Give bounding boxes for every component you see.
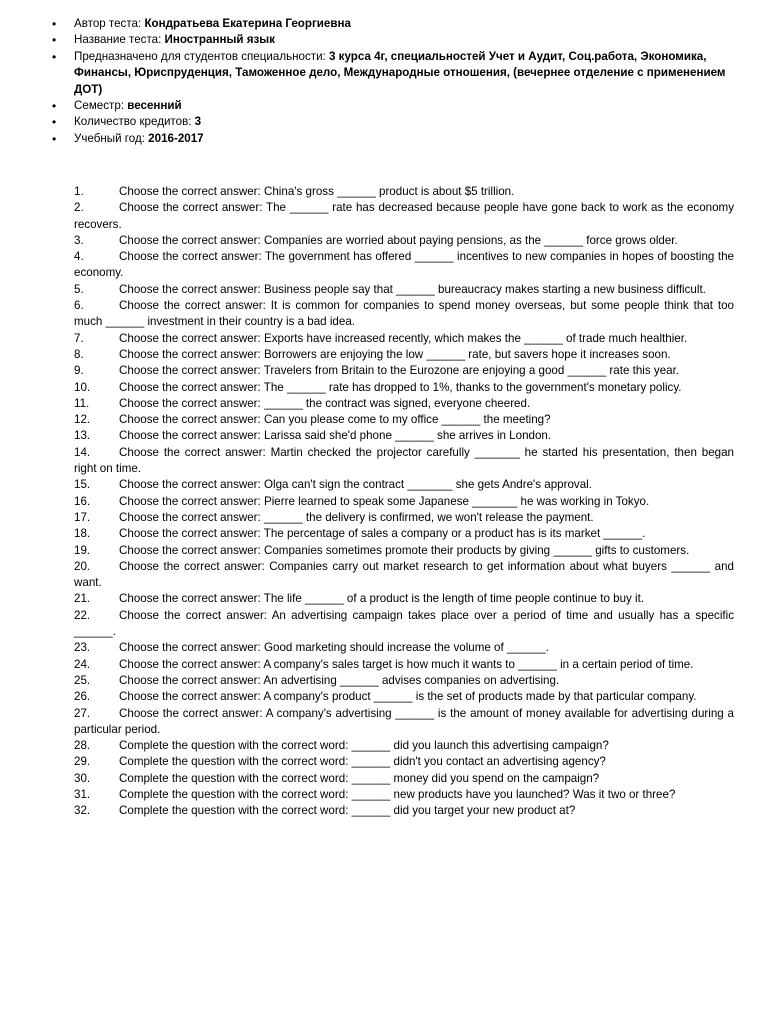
- question-text: Choose the correct answer: Companies are worried about paying pensions, as the ______ force grows older.: [119, 233, 678, 247]
- question-item: [74, 331, 734, 347]
- question-number: 23.: [74, 641, 91, 655]
- question-number: 5.: [74, 282, 84, 296]
- question-text: Choose the correct answer: The ______ rate has decreased because people have gone back to work as the economy recovers.: [74, 201, 734, 231]
- info-audience: [52, 49, 742, 98]
- question-item: [74, 673, 734, 689]
- info-label: Автор теста:: [74, 17, 145, 30]
- question-item: [74, 608, 734, 641]
- question-text: Complete the question with the correct word: ______ did you launch this advertising campaign?: [119, 739, 609, 753]
- question-number: 7.: [74, 331, 84, 345]
- info-year: [52, 131, 742, 147]
- question-item: [74, 754, 734, 770]
- info-value: 2016-2017: [148, 131, 204, 145]
- question-item: [74, 494, 734, 510]
- info-author: [52, 16, 742, 32]
- question-text: Choose the correct answer: China's gross ______ product is about $5 trillion.: [119, 185, 515, 198]
- info-value: 3: [194, 115, 202, 129]
- question-number: 3.: [74, 233, 84, 247]
- question-number: 2.: [74, 201, 84, 215]
- question-item: [74, 526, 734, 542]
- info-label: Количество кредитов:: [74, 115, 195, 129]
- question-item: [74, 445, 734, 478]
- question-text: Choose the correct answer: A company's product ______ is the set of products made by that particular company.: [119, 690, 697, 704]
- question-item: [74, 787, 734, 803]
- question-text: Choose the correct answer: An advertising campaign takes place over a period of time and usually has a specific ______.: [74, 608, 734, 639]
- question-number: 30.: [74, 771, 91, 785]
- question-item: [74, 249, 734, 282]
- question-text: Choose the correct answer: Martin checked the projector carefully _______ he started his presentation, then began right on time.: [74, 445, 734, 476]
- question-item: [74, 412, 734, 428]
- question-text: Choose the correct answer: It is common for companies to spend money overseas, but some people think that too much ______ investment in their country is a bad idea.: [74, 299, 734, 329]
- question-text: Choose the correct answer: Olga can't sign the contract _______ she gets Andre's approval.: [119, 478, 592, 492]
- question-number: 11.: [74, 396, 90, 410]
- question-text: Choose the correct answer: Borrowers are enjoying the low ______ rate, but savers hope it increases soon.: [119, 347, 671, 361]
- question-text: Complete the question with the correct word: ______ didn't you contact an advertising agency?: [119, 755, 606, 769]
- question-item: [74, 803, 734, 819]
- test-info-list: [52, 16, 742, 147]
- question-text: Choose the correct answer: The life ______ of a product is the length of time people continue to buy it.: [119, 592, 645, 606]
- question-number: 15.: [74, 478, 91, 492]
- question-number: 27.: [74, 706, 91, 720]
- question-text: Choose the correct answer: The government has offered ______ incentives to new companies in hopes of boosting the economy.: [74, 250, 734, 280]
- question-item: [74, 706, 734, 739]
- info-label: Название теста:: [74, 33, 165, 47]
- question-item: [74, 771, 734, 787]
- question-number: 24.: [74, 657, 91, 671]
- question-number: 4.: [74, 250, 84, 264]
- question-item: [74, 591, 734, 607]
- question-item: [74, 559, 734, 592]
- question-item: [74, 543, 734, 559]
- question-number: 19.: [74, 543, 91, 557]
- info-semester: [52, 98, 742, 114]
- question-number: 12.: [74, 413, 91, 427]
- question-text: Choose the correct answer: Exports have increased recently, which makes the ______ of trade much healthier.: [119, 331, 688, 345]
- question-number: 25.: [74, 673, 91, 687]
- question-text: Choose the correct answer: An advertising ______ advises companies on advertising.: [119, 673, 560, 687]
- question-text: Choose the correct answer: Business people say that ______ bureaucracy makes starting a new business difficult.: [119, 282, 706, 296]
- question-item: [74, 738, 734, 754]
- info-value: Иностранный язык: [164, 33, 275, 47]
- info-test-name: [52, 32, 742, 48]
- question-text: Choose the correct answer: The percentage of sales a company or a product has is its market ______.: [119, 527, 646, 541]
- question-item: [74, 657, 734, 673]
- info-credits: [52, 114, 742, 130]
- question-number: 6.: [74, 299, 84, 313]
- info-value: весенний: [127, 99, 182, 113]
- question-item: [74, 200, 734, 233]
- question-item: [74, 428, 734, 444]
- question-text: Choose the correct answer: Larissa said she'd phone ______ she arrives in London.: [119, 429, 552, 443]
- question-number: 14.: [74, 445, 91, 459]
- info-value: 3 курса 4г, специальностей Учет и Аудит, Соц.работа, Экономика, Финансы, Юриспруденция, Таможенное дело, Международные отношения, (вечернее отделение с применением ДОТ): [74, 49, 726, 96]
- question-number: 1.: [74, 185, 84, 198]
- question-text: Choose the correct answer: A company's sales target is how much it wants to ______ in a certain period of time.: [119, 657, 694, 671]
- question-text: Choose the correct answer: Companies carry out market research to get information about what buyers ______ and want.: [74, 559, 734, 590]
- question-text: Complete the question with the correct word: ______ new products have you launched? Was it two or three?: [119, 787, 676, 801]
- question-item: [74, 640, 734, 656]
- info-value: Кондратьева Екатерина Георгиевна: [144, 17, 351, 30]
- question-text: Choose the correct answer: Travelers from Britain to the Eurozone are enjoying a good ______ rate this year.: [119, 364, 680, 378]
- question-item: [74, 380, 734, 396]
- question-text: Choose the correct answer: The ______ rate has dropped to 1%, thanks to the government's monetary policy.: [119, 380, 682, 394]
- question-number: 32.: [74, 804, 91, 818]
- question-list: [74, 184, 734, 820]
- question-item: [74, 233, 734, 249]
- info-label: Учебный год:: [74, 131, 149, 145]
- question-text: Choose the correct answer: Good marketing should increase the volume of ______.: [119, 641, 549, 655]
- question-number: 20.: [74, 559, 91, 573]
- info-label: Предназначено для студентов специальности:: [74, 49, 329, 63]
- question-text: Choose the correct answer: Can you please come to my office ______ the meeting?: [119, 413, 551, 427]
- question-number: 26.: [74, 690, 91, 704]
- question-number: 10.: [74, 380, 91, 394]
- question-text: Complete the question with the correct word: ______ money did you spend on the campaign?: [119, 771, 600, 785]
- question-number: 28.: [74, 739, 91, 753]
- question-number: 22.: [74, 608, 91, 622]
- info-label: Семестр:: [74, 99, 128, 113]
- question-number: 31.: [74, 787, 91, 801]
- question-text: Choose the correct answer: Pierre learned to speak some Japanese _______ he was working in Tokyo.: [119, 494, 650, 508]
- question-item: [74, 298, 734, 331]
- question-text: Choose the correct answer: ______ the delivery is confirmed, we won't release the payment.: [119, 510, 594, 524]
- question-text: Choose the correct answer: ______ the contract was signed, everyone cheered.: [119, 396, 531, 410]
- question-item: [74, 477, 734, 493]
- question-item: [74, 184, 734, 200]
- question-number: 17.: [74, 510, 91, 524]
- question-number: 21.: [74, 592, 91, 606]
- question-number: 18.: [74, 527, 91, 541]
- question-text: Complete the question with the correct word: ______ did you target your new product at?: [119, 804, 576, 818]
- question-item: [74, 363, 734, 379]
- question-number: 29.: [74, 755, 91, 769]
- question-item: [74, 347, 734, 363]
- question-text: Choose the correct answer: Companies sometimes promote their products by giving ______ gifts to customers.: [119, 543, 690, 557]
- question-number: 8.: [74, 347, 84, 361]
- question-item: [74, 282, 734, 298]
- question-text: Choose the correct answer: A company's advertising ______ is the amount of money available for advertising during a particular period.: [74, 706, 734, 736]
- question-item: [74, 510, 734, 526]
- question-number: 16.: [74, 494, 91, 508]
- question-number: 9.: [74, 364, 84, 378]
- question-item: [74, 689, 734, 705]
- question-item: [74, 396, 734, 412]
- question-number: 13.: [74, 429, 91, 443]
